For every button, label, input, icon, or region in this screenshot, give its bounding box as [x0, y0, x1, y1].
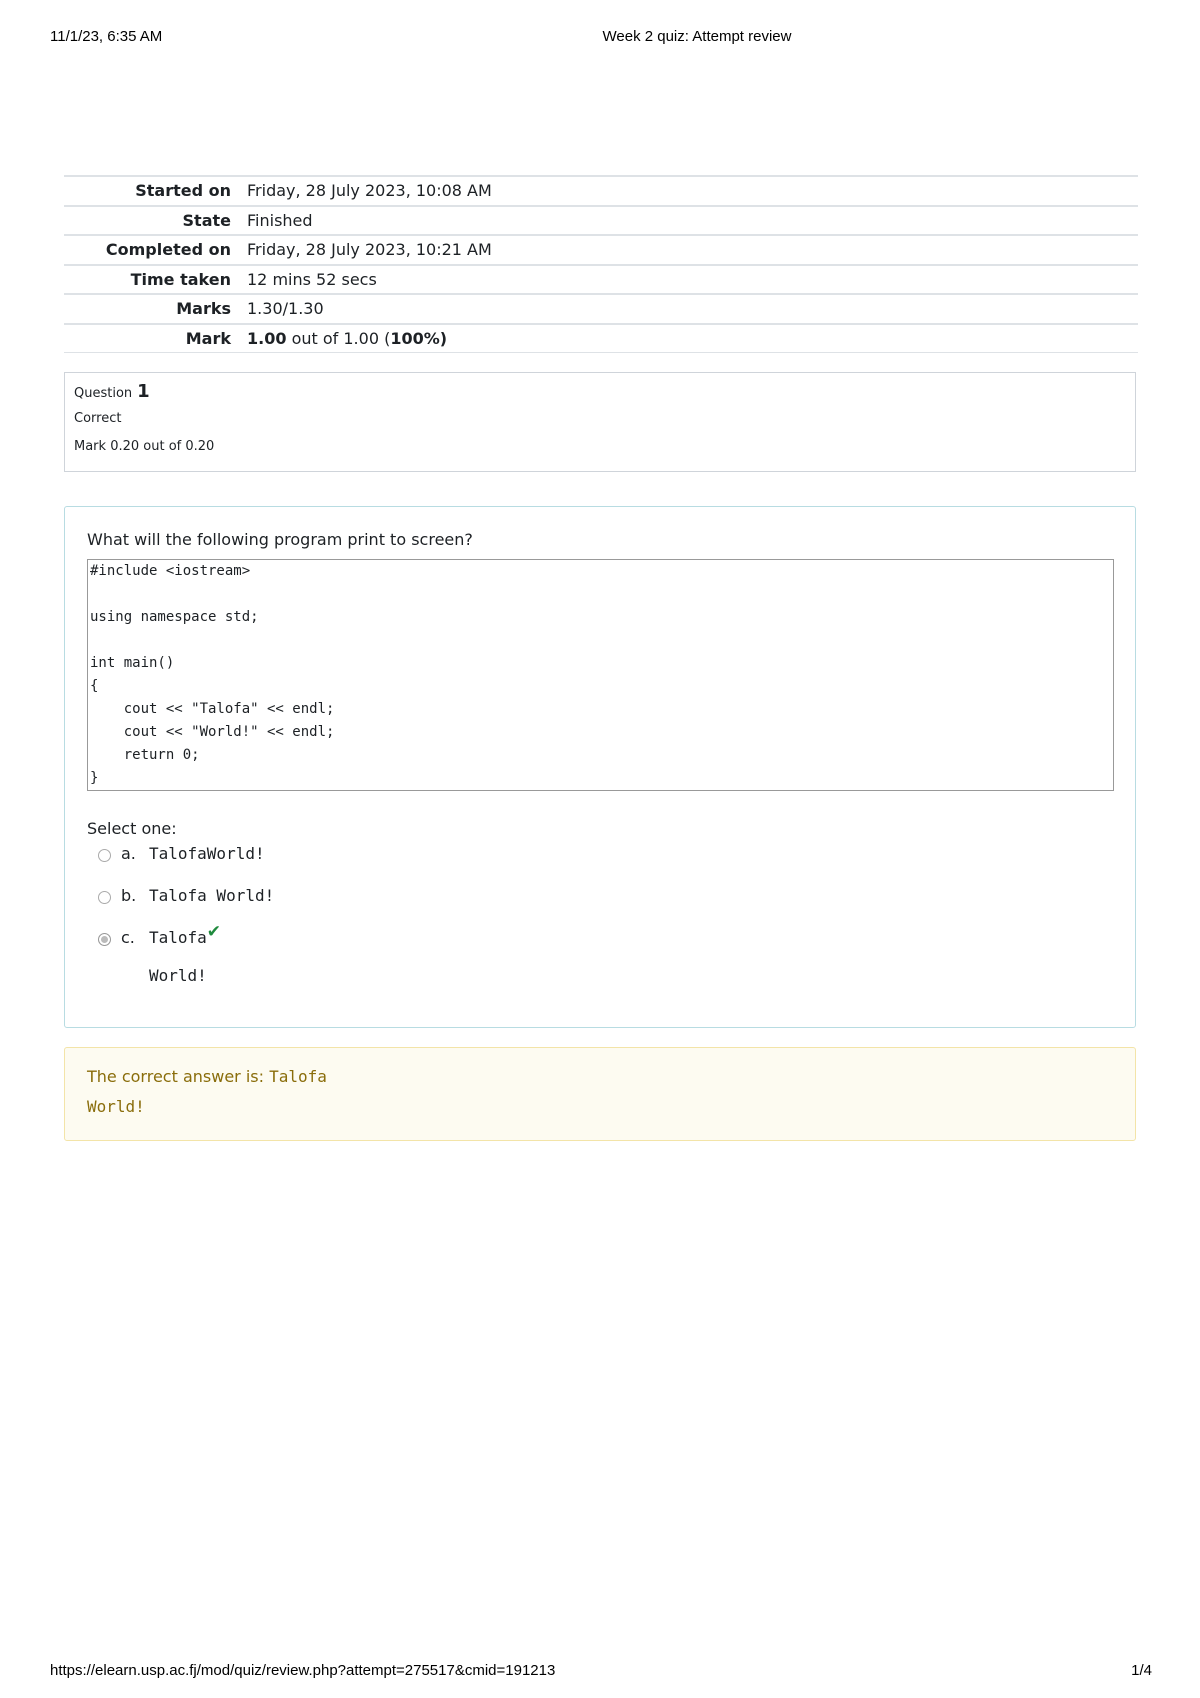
option-text: Talofa World!	[149, 886, 275, 905]
answer-option-b[interactable]	[98, 886, 1113, 928]
option-letter: c.	[121, 928, 135, 947]
answer-option-c[interactable]	[98, 922, 1113, 1008]
option-text: TalofaWorld!	[149, 844, 265, 863]
grade-out-of: out of 1.00 (	[286, 328, 391, 348]
grade-percent: 100%	[390, 328, 440, 348]
summary-row-grade	[64, 323, 1138, 354]
summary-row-marks	[64, 293, 1138, 323]
summary-row-started-on	[64, 175, 1138, 205]
option-text: Talofa World!	[149, 928, 207, 985]
correct-answer-feedback	[64, 1047, 1136, 1141]
print-page-number: 1/4	[1131, 1662, 1152, 1679]
question-state: Correct	[74, 411, 122, 426]
code-block: #include <iostream> using namespace std; int main() { cout << "Talofa" << endl; cout << "World!" << endl; return 0; }	[87, 559, 1114, 791]
summary-row-completed-on	[64, 234, 1138, 264]
summary-value: Friday, 28 July 2023, 10:08 AM	[247, 181, 492, 201]
summary-label: State	[182, 210, 231, 230]
feedback-label: The correct answer is:	[87, 1067, 270, 1086]
question-grade: Mark 0.20 out of 0.20	[74, 439, 215, 454]
summary-grade-value	[231, 329, 447, 348]
print-title: Week 2 quiz: Attempt review	[602, 28, 792, 45]
option-letter: b.	[121, 886, 137, 905]
print-header	[0, 28, 1200, 48]
summary-row-state	[64, 205, 1138, 235]
question-info-box	[64, 372, 1136, 472]
print-footer	[0, 1662, 1200, 1682]
summary-value: Friday, 28 July 2023, 10:21 AM	[247, 240, 492, 260]
check-icon: ✔	[206, 922, 222, 942]
summary-value: Finished	[247, 210, 313, 230]
attempt-summary-table	[64, 175, 1138, 353]
summary-value: 1.30/1.30	[247, 299, 324, 319]
grade-close-paren: )	[439, 328, 448, 348]
feedback-answer: Talofa World!	[87, 1067, 327, 1116]
question-text: What will the following program print to screen?	[87, 530, 473, 549]
summary-label: Time taken	[130, 269, 231, 289]
summary-label: Mark	[185, 328, 231, 348]
summary-label: Started on	[135, 181, 231, 201]
option-text-multiline	[149, 919, 207, 995]
grade-score: 1.00	[247, 328, 287, 348]
answer-options	[87, 844, 1113, 1008]
summary-row-time-taken	[64, 264, 1138, 294]
radio-button-b[interactable]	[98, 891, 111, 904]
print-url: https://elearn.usp.ac.fj/mod/quiz/review.php?attempt=275517&cmid=191213	[50, 1662, 556, 1679]
question-number-value: 1	[137, 381, 150, 402]
summary-label: Completed on	[105, 240, 231, 260]
question-label: Question	[74, 386, 133, 401]
summary-value: 12 mins 52 secs	[247, 269, 377, 289]
question-number	[74, 381, 1126, 405]
radio-button-c-selected[interactable]	[98, 933, 111, 946]
print-datetime: 11/1/23, 6:35 AM	[50, 28, 163, 45]
select-one-prompt: Select one:	[87, 819, 177, 838]
summary-label: Marks	[176, 299, 231, 319]
option-letter: a.	[121, 844, 136, 863]
question-formulation	[64, 506, 1136, 1028]
radio-button-a[interactable]	[98, 849, 111, 862]
